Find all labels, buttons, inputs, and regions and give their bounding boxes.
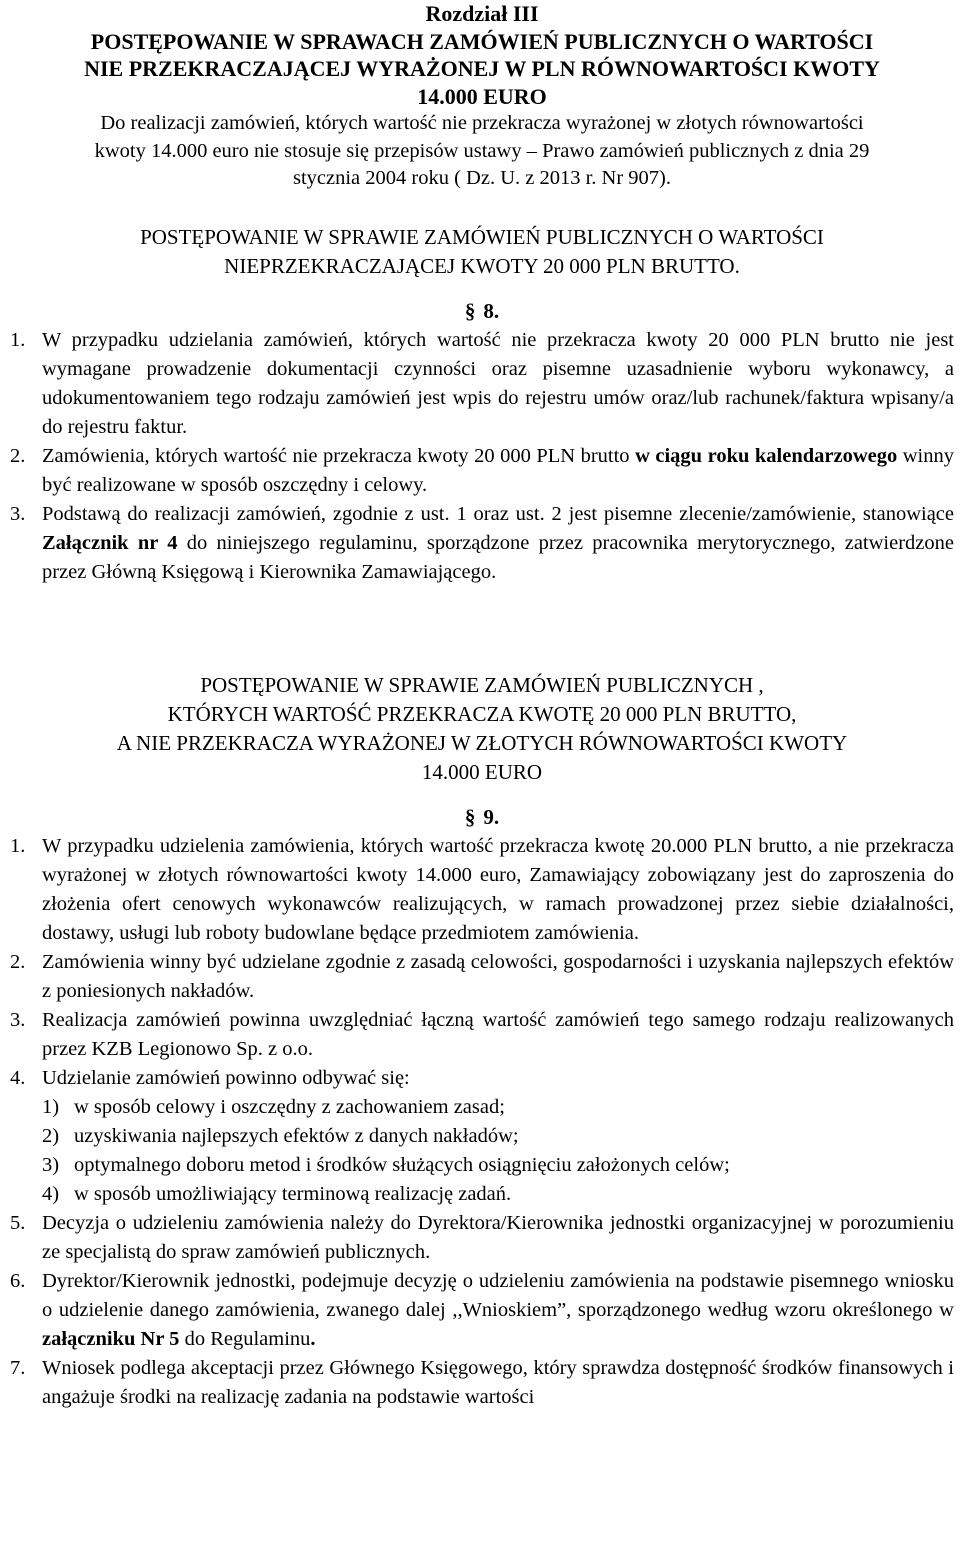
- chapter-title: Rozdział III: [425, 1, 539, 26]
- item-text: Podstawą do realizacji zamówień, zgodnie z ust. 1 oraz ust. 2 jest pisemne zlecenie/zamówienie, stanowiące: [42, 502, 954, 525]
- list-item: [10, 442, 954, 500]
- paragraph-8-number: 8.: [483, 298, 500, 323]
- intro-line-2: kwoty 14.000 euro nie stosuje się przepisów ustawy – Prawo zamówień publicznych z dnia 29: [94, 139, 870, 162]
- item-number: 3.: [10, 1008, 26, 1031]
- item-text: W przypadku udzielenia zamówienia, których wartość przekracza kwotę 20.000 PLN brutto, a nie przekracza wyrażonej w złotych równowartości kwoty 14.000 euro, Zamawiający zobowiązany jest do zaproszenia do złożenia ofert cenowych wykonawców realizujących, w ramach prowadzonej przez siebie działalności, dostawy, usługi lub roboty budowlane będące przedmiotem zamówienia.: [42, 834, 954, 944]
- item-bold-text: załączniku Nr 5: [42, 1327, 180, 1350]
- sub-list-item: [42, 1093, 954, 1122]
- item-bold-text: .: [310, 1327, 316, 1350]
- section-1-heading: [10, 223, 954, 281]
- item-number: 2.: [10, 950, 26, 973]
- item-text: Dyrektor/Kierownik jednostki, podejmuje decyzję o udzieleniu zamówienia na podstawie pisemnego wniosku o udzielenie danego zamówienia, zwanego dalej ,,Wnioskiem”, sporządzonego według wzoru określonego w: [42, 1269, 954, 1321]
- section-1-line-2: NIEPRZEKRACZAJĄCEJ KWOTY 20 000 PLN BRUTTO.: [224, 253, 740, 278]
- chapter-line-2: NIE PRZEKRACZAJĄCEJ WYRAŻONEJ W PLN RÓWNOWARTOŚCI KWOTY: [84, 56, 880, 81]
- section-sign-icon: §: [464, 804, 476, 829]
- list-item: [10, 1354, 954, 1412]
- item-number: 1.: [10, 834, 26, 857]
- sub-list-item: [42, 1122, 954, 1151]
- section-sign-icon: §: [464, 298, 476, 323]
- list-item: [10, 326, 954, 442]
- item-bold-text: Załącznik nr 4: [42, 531, 178, 554]
- sub-item-text: w sposób celowy i oszczędny z zachowaniem zasad;: [74, 1095, 505, 1118]
- list-item: [10, 832, 954, 948]
- sub-item-number: 2): [42, 1124, 60, 1147]
- chapter-line-1: POSTĘPOWANIE W SPRAWACH ZAMÓWIEŃ PUBLICZNYCH O WARTOŚCI: [90, 28, 874, 54]
- list-item: [10, 500, 954, 587]
- item-text: Wniosek podlega akceptacji przez Głównego Księgowego, który sprawdza dostępność środków finansowych i angażuje środki na realizację zadania na podstawie wartości: [42, 1356, 954, 1408]
- sub-item-number: 4): [42, 1182, 60, 1205]
- sub-list-item: [42, 1180, 954, 1209]
- sub-item-text: optymalnego doboru metod i środków służących osiągnięciu założonych celów;: [74, 1153, 730, 1176]
- item-bold-text: w ciągu roku kalendarzowego: [635, 444, 898, 467]
- item-text: Realizacja zamówień powinna uwzględniać łączną wartość zamówień tego samego rodzaju realizowanych przez KZB Legionowo Sp. z o.o.: [42, 1008, 954, 1060]
- sub-list-item: [42, 1151, 954, 1180]
- list-item: [10, 1064, 954, 1209]
- item-number: 2.: [10, 444, 26, 467]
- sub-item-number: 1): [42, 1095, 60, 1118]
- item-number: 3.: [10, 502, 26, 525]
- section-2-list: [10, 832, 954, 1412]
- item-text: do niniejszego regulaminu, sporządzone przez pracownika merytorycznego, zatwierdzone przez Główną Księgową i Kierownika Zamawiającego.: [42, 531, 954, 583]
- paragraph-9-number: 9.: [483, 804, 500, 829]
- item-text: winny być realizowane w sposób oszczędny i celowy.: [42, 444, 954, 496]
- item-text: Zamówienia, których wartość nie przekracza kwoty 20 000 PLN brutto: [42, 444, 636, 467]
- item-number: 6.: [10, 1269, 26, 1292]
- item-text: Udzielanie zamówień powinno odbywać się:: [42, 1066, 410, 1089]
- chapter-line-3: 14.000 EURO: [417, 83, 547, 109]
- sub-item-text: w sposób umożliwiający terminową realizację zadań.: [74, 1182, 512, 1205]
- item-number: 1.: [10, 328, 26, 351]
- sub-item-text: uzyskiwania najlepszych efektów z danych nakładów;: [74, 1124, 519, 1147]
- sub-list: [42, 1093, 954, 1209]
- item-text: Zamówienia winny być udzielane zgodnie z zasadą celowości, gospodarności i uzyskania najlepszych efektów z poniesionych nakładów.: [42, 950, 954, 1002]
- chapter-heading: [10, 0, 954, 110]
- section-2-heading: [10, 671, 954, 787]
- intro-line-3: stycznia 2004 roku ( Dz. U. z 2013 r. Nr 907).: [292, 167, 672, 189]
- section-2-line-3: A NIE PRZEKRACZA WYRAŻONEJ W ZŁOTYCH RÓWNOWARTOŚCI KWOTY: [116, 730, 848, 755]
- item-text: Decyzja o udzieleniu zamówienia należy do Dyrektora/Kierownika jednostki organizacyjnej w porozumieniu ze specjalistą do spraw zamówień publicznych.: [42, 1211, 954, 1263]
- paragraph-9: [10, 803, 954, 832]
- section-1-list: [10, 326, 954, 587]
- list-item: [10, 1006, 954, 1064]
- section-1-line-1: POSTĘPOWANIE W SPRAWIE ZAMÓWIEŃ PUBLICZNYCH O WARTOŚCI: [140, 224, 824, 249]
- intro-line-1: Do realizacji zamówień, których wartość nie przekracza wyrażonej w złotych równowartości: [100, 112, 864, 134]
- item-number: 5.: [10, 1211, 26, 1234]
- list-item: [10, 948, 954, 1006]
- sub-item-number: 3): [42, 1153, 60, 1176]
- section-2-line-4: 14.000 EURO: [421, 759, 543, 784]
- list-item: [10, 1209, 954, 1267]
- item-text: do Regulaminu: [179, 1327, 311, 1350]
- item-number: 4.: [10, 1066, 26, 1089]
- list-item: [10, 1267, 954, 1354]
- item-number: 7.: [10, 1356, 26, 1379]
- intro-text: [10, 110, 954, 193]
- section-2-line-2: KTÓRYCH WARTOŚĆ PRZEKRACZA KWOTĘ 20 000 PLN BRUTTO,: [167, 701, 797, 726]
- item-text: W przypadku udzielania zamówień, których wartość nie przekracza kwoty 20 000 PLN brutto nie jest wymagane prowadzenie dokumentacji czynności oraz pisemne uzasadnienie wyboru wykonawcy, a udokumentowaniem tego rodzaju zamówień jest wpis do rejestru umów oraz/lub rachunek/faktura wpisany/a do rejestru faktur.: [42, 328, 954, 438]
- paragraph-8: [10, 297, 954, 326]
- section-2-line-1: POSTĘPOWANIE W SPRAWIE ZAMÓWIEŃ PUBLICZNYCH ,: [200, 672, 764, 697]
